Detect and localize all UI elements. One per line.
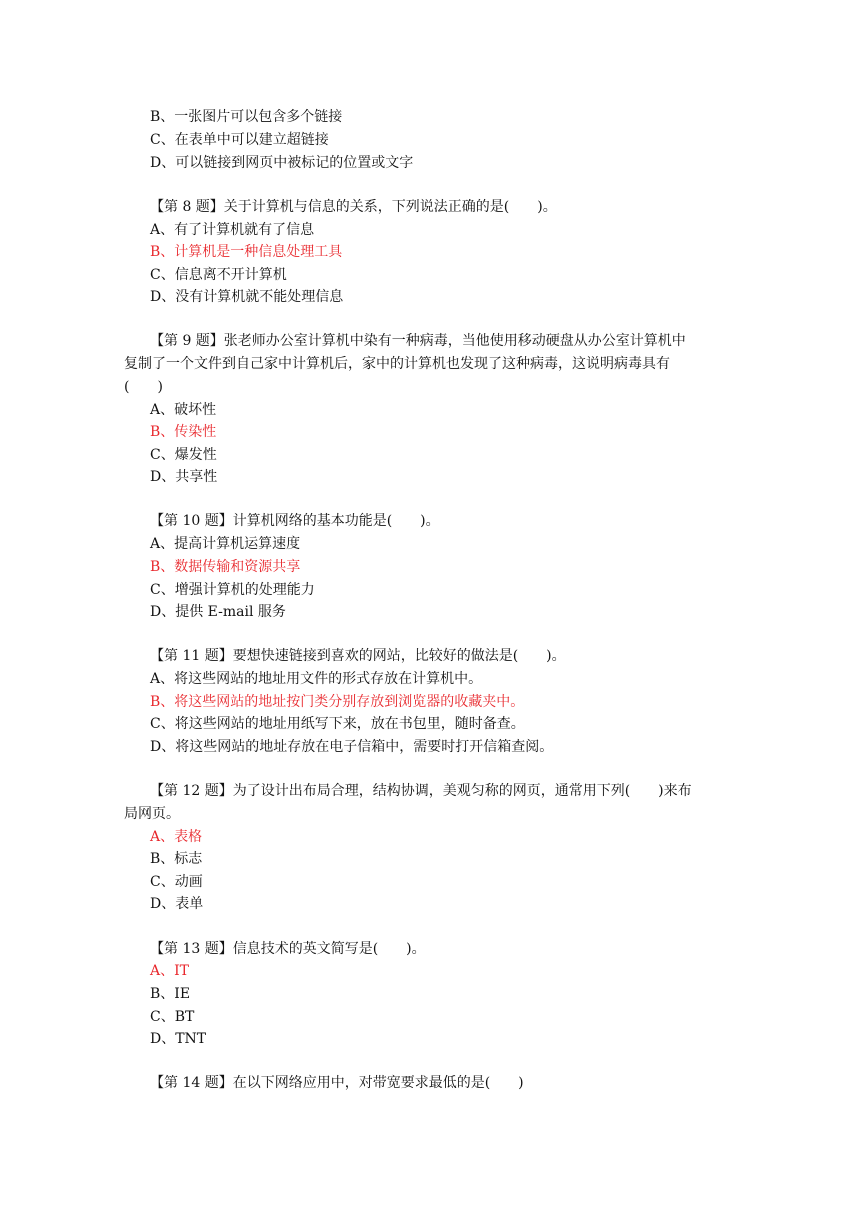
option-line: C、在表单中可以建立超链接 (150, 132, 329, 148)
option-line: C、爆发性 (150, 447, 217, 463)
option-line: D、提供 E-mail 服务 (150, 604, 286, 620)
option-line: D、可以链接到网页中被标记的位置或文字 (150, 155, 414, 171)
option-line: D、共享性 (150, 469, 218, 485)
option-line: D、TNT (150, 1031, 207, 1047)
option-line: B、标志 (150, 851, 203, 867)
question-10-text: 【第 10 题】计算机网络的基本功能是( )。 (150, 513, 440, 529)
question-9-text: 【第 9 题】张老师办公室计算机中染有一种病毒，当他使用移动硬盘从办公室计算机中 (150, 333, 686, 349)
question-11-text: 【第 11 题】要想快速链接到喜欢的网站，比较好的做法是( )。 (150, 648, 566, 664)
option-line: D、没有计算机就不能处理信息 (150, 289, 344, 305)
correct-option-line: B、传染性 (150, 424, 217, 440)
option-line: C、将这些网站的地址用纸写下来，放在书包里，随时备查。 (150, 716, 525, 732)
correct-option-line: A、IT (150, 963, 189, 979)
option-line: B、一张图片可以包含多个链接 (150, 109, 343, 125)
option-line: D、表单 (150, 896, 204, 912)
option-line: A、提高计算机运算速度 (150, 536, 301, 552)
question-12-text-cont: 局网页。 (124, 806, 180, 822)
question-14-text: 【第 14 题】在以下网络应用中，对带宽要求最低的是( ) (150, 1075, 524, 1091)
question-12-text: 【第 12 题】为了设计出布局合理，结构协调，美观匀称的网页，通常用下列( )来布 (150, 783, 692, 799)
question-9-text-cont: 复制了一个文件到自己家中计算机后，家中的计算机也发现了这种病毒，这说明病毒具有 (124, 356, 670, 372)
question-8-text: 【第 8 题】关于计算机与信息的关系，下列说法正确的是( )。 (150, 199, 557, 215)
correct-option-line: B、将这些网站的地址按门类分别存放到浏览器的收藏夹中。 (150, 694, 525, 710)
correct-option-line: A、表格 (150, 829, 203, 845)
option-line: A、破坏性 (150, 402, 217, 418)
option-line: A、有了计算机就有了信息 (150, 222, 315, 238)
correct-option-line: B、数据传输和资源共享 (150, 559, 301, 575)
correct-option-line: B、计算机是一种信息处理工具 (150, 244, 343, 260)
option-line: C、动画 (150, 874, 203, 890)
option-line: D、将这些网站的地址存放在电子信箱中，需要时打开信箱查阅。 (150, 739, 554, 755)
question-9-text-cont: ( ) (124, 379, 163, 395)
option-line: C、信息离不开计算机 (150, 267, 287, 283)
option-line: B、IE (150, 986, 191, 1002)
question-13-text: 【第 13 题】信息技术的英文简写是( )。 (150, 941, 426, 957)
option-line: C、BT (150, 1009, 195, 1025)
option-line: A、将这些网站的地址用文件的形式存放在计算机中。 (150, 671, 483, 687)
option-line: C、增强计算机的处理能力 (150, 582, 315, 598)
